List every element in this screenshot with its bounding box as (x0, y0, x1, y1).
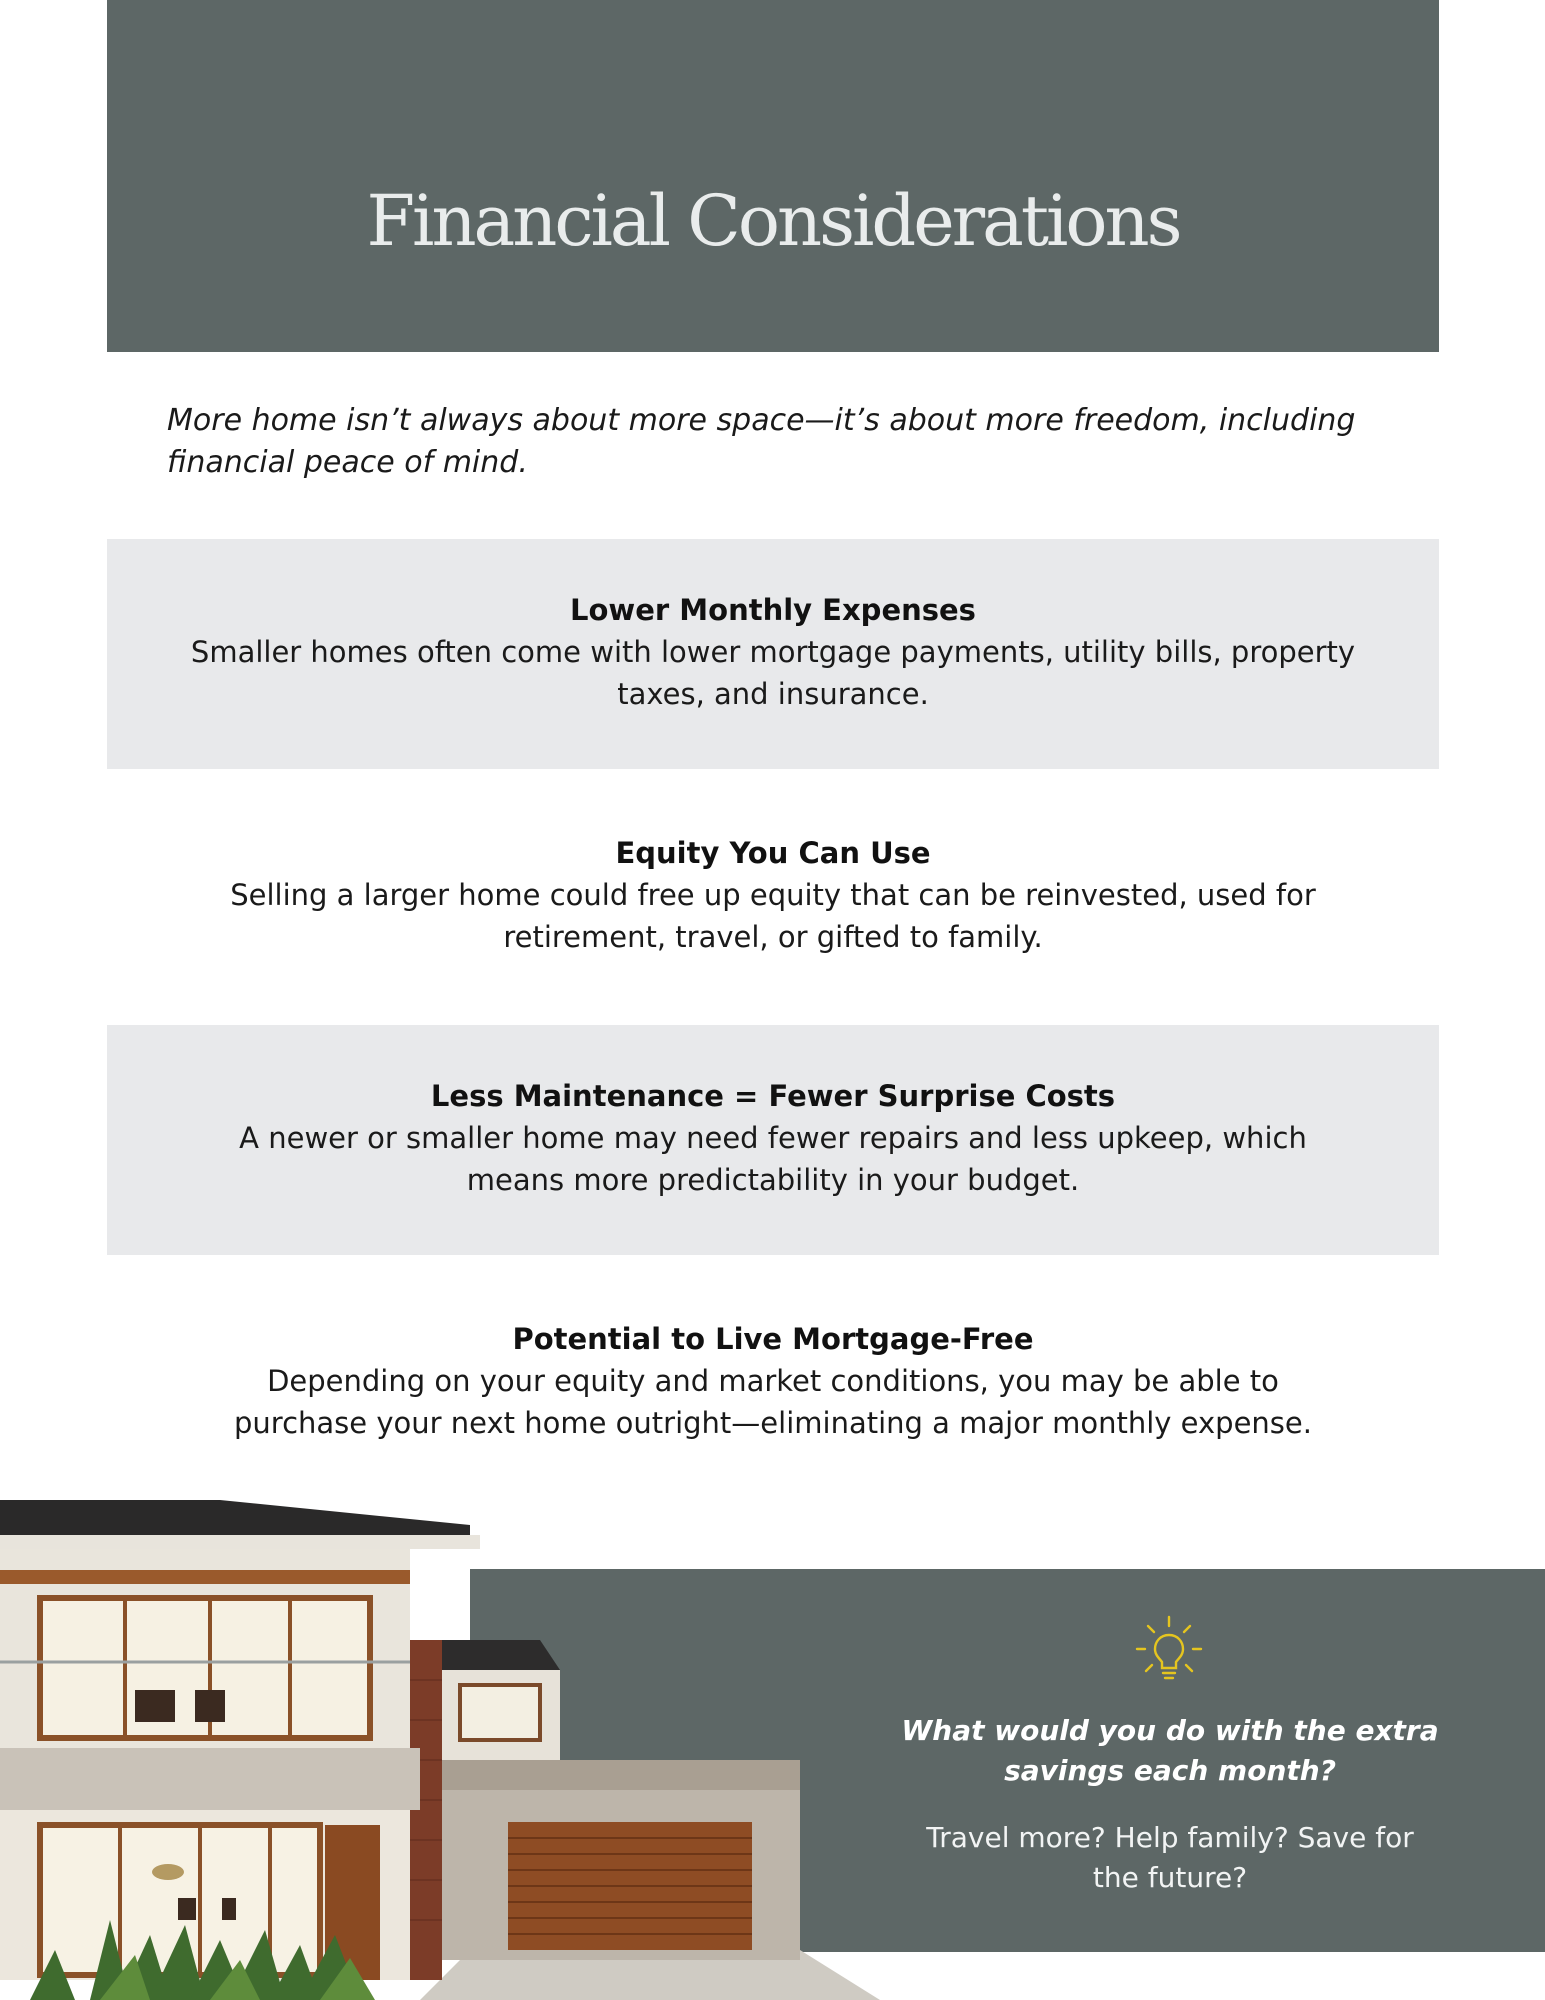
section-text-line: Selling a larger home could free up equity that can be reinvested, used for (230, 878, 1316, 912)
callout-question-line: savings each month? (1004, 1754, 1336, 1787)
house-photo (0, 1480, 880, 2000)
section-text-line: Depending on your equity and market conditions, you may be able to (267, 1364, 1279, 1398)
callout-answer-line: Travel more? Help family? Save for (926, 1821, 1414, 1854)
section-less-maintenance (107, 1025, 1439, 1255)
section-heading: Potential to Live Mortgage-Free (512, 1322, 1034, 1356)
callout-answer-line: the future? (1092, 1861, 1248, 1894)
section-text-line: retirement, travel, or gifted to family. (503, 920, 1043, 954)
page-title: Financial Considerations (366, 180, 1180, 262)
section-text-line: A newer or smaller home may need fewer repairs and less upkeep, which (239, 1121, 1307, 1155)
lightbulb-icon (1132, 1613, 1206, 1687)
section-heading: Lower Monthly Expenses (570, 593, 976, 627)
header-banner (107, 0, 1439, 352)
section-mortgage-free (107, 1268, 1439, 1498)
section-lower-monthly-expenses (107, 539, 1439, 769)
intro-text: More home isn’t always about more space—it’s about more freedom, including financial peace of mind. (167, 403, 1356, 480)
section-text-line: Smaller homes often come with lower mortgage payments, utility bills, property (190, 635, 1356, 669)
callout-question (870, 1711, 1470, 1791)
section-text-line: purchase your next home outright—eliminating a major monthly expense. (234, 1406, 1312, 1440)
callout-question-line: What would you do with the extra (901, 1714, 1439, 1747)
section-heading: Equity You Can Use (615, 836, 931, 870)
section-text-line: taxes, and insurance. (617, 677, 929, 711)
callout-answer (890, 1818, 1450, 1898)
section-heading: Less Maintenance = Fewer Surprise Costs (430, 1079, 1116, 1113)
section-text-line: means more predictability in your budget. (466, 1163, 1080, 1197)
section-equity-you-can-use (107, 782, 1439, 1012)
